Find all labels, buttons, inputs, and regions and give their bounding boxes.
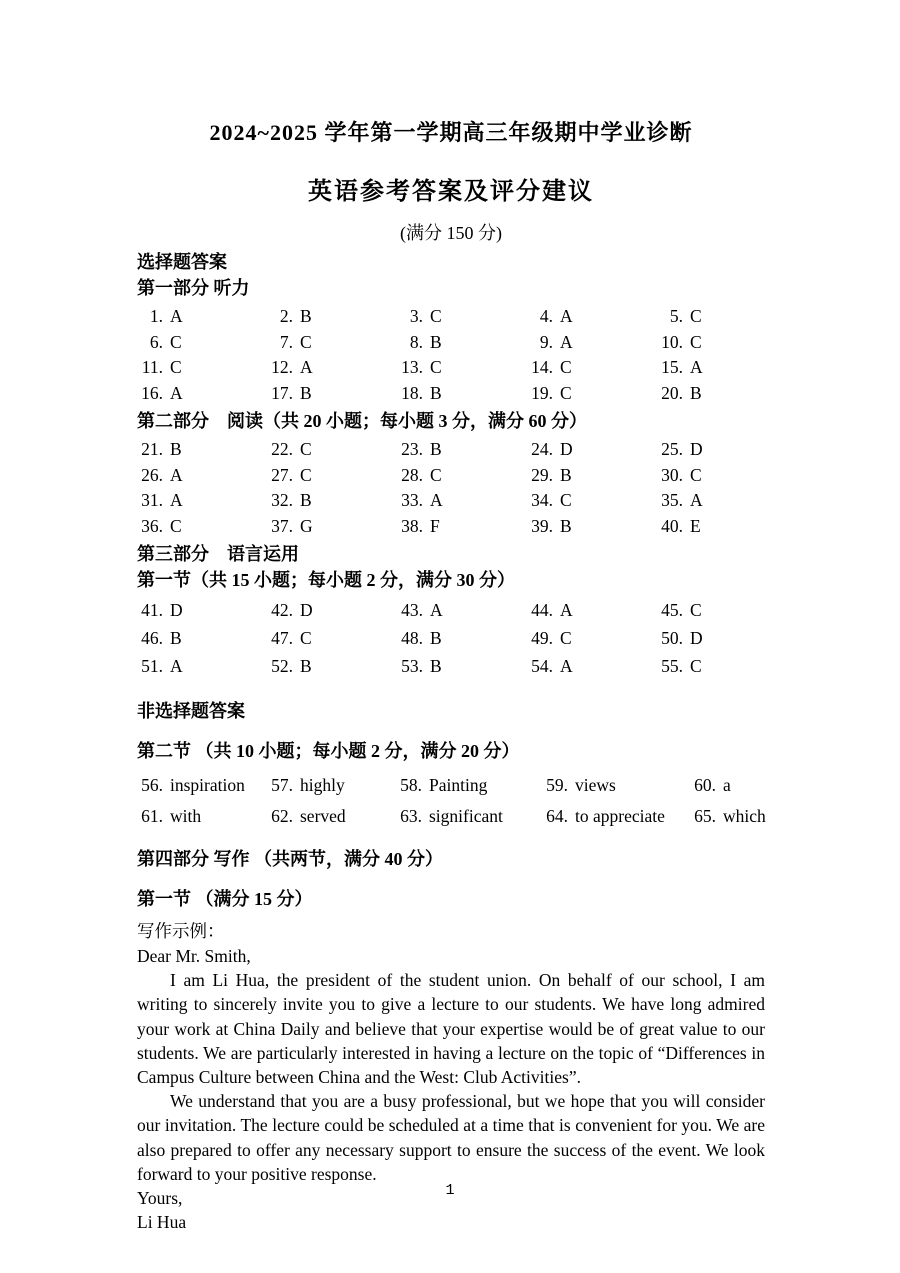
language-use-answer-grid xyxy=(137,596,765,680)
answer-number: 31. xyxy=(141,490,163,510)
answer-value: to appreciate xyxy=(575,806,665,826)
answer-item xyxy=(137,330,267,356)
answer-value: B xyxy=(430,656,442,676)
answer-value: C xyxy=(560,628,572,648)
answer-item xyxy=(137,596,267,624)
answer-value: D xyxy=(690,439,703,459)
heading-section2: 第二节 （共 10 小题；每小题 2 分，满分 20 分） xyxy=(137,741,520,761)
answer-number: 15. xyxy=(661,357,683,377)
answer-number: 18. xyxy=(401,382,423,403)
answer-value: G xyxy=(300,515,313,536)
fill-in-answer-grid xyxy=(137,770,765,832)
answer-value: A xyxy=(300,357,313,377)
answer-item xyxy=(657,514,765,540)
answer-number: 10. xyxy=(661,331,683,352)
answer-number: 26. xyxy=(141,464,163,485)
answer-number: 20. xyxy=(661,382,683,403)
answer-value: C xyxy=(430,464,442,485)
answer-item xyxy=(657,488,765,514)
answer-item xyxy=(690,770,766,801)
answer-number: 63. xyxy=(400,806,422,826)
answer-item xyxy=(397,488,527,514)
answer-item xyxy=(137,652,267,680)
answer-value: B xyxy=(560,464,572,485)
essay-closing: Yours, xyxy=(137,1188,183,1209)
answer-value: C xyxy=(170,515,182,536)
answer-number: 21. xyxy=(141,439,163,459)
answer-number: 30. xyxy=(661,464,683,485)
answer-value: A xyxy=(560,331,573,352)
answer-item xyxy=(267,801,396,832)
answer-number: 60. xyxy=(694,775,716,795)
answer-value: B xyxy=(170,628,182,648)
answer-item xyxy=(137,381,267,407)
answer-number: 51. xyxy=(141,656,163,676)
answer-item xyxy=(137,624,267,652)
answer-value: C xyxy=(690,656,702,676)
answer-number: 54. xyxy=(531,656,553,676)
answer-number: 25. xyxy=(661,439,683,459)
answer-value: B xyxy=(690,382,702,403)
answer-value: B xyxy=(430,331,442,352)
heading-part3-section1: 第一节（共 15 小题；每小题 2 分，满分 30 分） xyxy=(137,570,515,590)
answer-item xyxy=(657,463,765,489)
answer-value: C xyxy=(690,306,702,326)
answer-value: A xyxy=(560,600,573,620)
answer-number: 24. xyxy=(531,439,553,459)
answer-value: C xyxy=(300,331,312,352)
answer-number: 12. xyxy=(271,357,293,377)
answer-item xyxy=(527,437,657,463)
answer-number: 64. xyxy=(546,806,568,826)
answer-number: 19. xyxy=(531,382,553,403)
answer-item xyxy=(267,652,397,680)
answer-value: C xyxy=(300,439,312,459)
heading-part4-writing: 第四部分 写作 （共两节，满分 40 分） xyxy=(137,849,443,869)
answer-item xyxy=(527,488,657,514)
answer-number: 55. xyxy=(661,656,683,676)
answer-item xyxy=(690,801,766,832)
answer-value: C xyxy=(560,357,572,377)
answer-number: 46. xyxy=(141,628,163,648)
answer-number: 50. xyxy=(661,628,683,648)
answer-number: 52. xyxy=(271,656,293,676)
answer-number: 17. xyxy=(271,382,293,403)
answer-value: D xyxy=(560,439,573,459)
answer-item xyxy=(267,596,397,624)
answer-value: a xyxy=(723,775,731,795)
answer-item xyxy=(397,330,527,356)
answer-number: 29. xyxy=(531,464,553,485)
answer-number: 14. xyxy=(531,357,553,377)
answer-number: 59. xyxy=(546,775,568,795)
total-score-note: (满分 150 分) xyxy=(400,223,502,243)
answer-item xyxy=(657,652,765,680)
page-number: 1 xyxy=(445,1182,455,1199)
answer-value: highly xyxy=(300,775,345,795)
answer-item xyxy=(267,624,397,652)
answer-item xyxy=(267,381,397,407)
heading-part3-language-use: 第三部分 语言运用 xyxy=(137,544,299,564)
answer-number: 4. xyxy=(539,306,553,326)
answer-number: 58. xyxy=(400,775,422,795)
answer-number: 65. xyxy=(694,806,716,826)
answer-value: C xyxy=(430,357,442,377)
answer-item xyxy=(527,596,657,624)
answer-item xyxy=(397,463,527,489)
answer-value: B xyxy=(300,656,312,676)
answer-number: 9. xyxy=(539,331,553,352)
answer-item xyxy=(657,381,765,407)
answer-number: 35. xyxy=(661,490,683,510)
answer-item xyxy=(397,624,527,652)
answer-number: 8. xyxy=(409,331,423,352)
answer-number: 34. xyxy=(531,490,553,510)
answer-value: A xyxy=(170,306,183,326)
answer-value: which xyxy=(723,806,766,826)
answer-value: A xyxy=(170,490,183,510)
answer-value: C xyxy=(690,464,702,485)
answer-item xyxy=(397,596,527,624)
answer-item xyxy=(267,514,397,540)
answer-number: 1. xyxy=(149,306,163,326)
document-title: 2024~2025 学年第一学期高三年级期中学业诊断 xyxy=(209,120,693,145)
answer-value: A xyxy=(690,490,703,510)
answer-value: E xyxy=(690,515,701,536)
answer-item xyxy=(657,355,765,381)
answer-number: 53. xyxy=(401,656,423,676)
answer-item xyxy=(657,437,765,463)
heading-part4-section1: 第一节 （满分 15 分） xyxy=(137,889,313,909)
answer-item xyxy=(137,488,267,514)
answer-value: with xyxy=(170,806,202,826)
answer-value: A xyxy=(690,357,703,377)
answer-item xyxy=(397,355,527,381)
answer-number: 57. xyxy=(271,775,293,795)
heading-non-mc-answers: 非选择题答案 xyxy=(137,701,245,721)
answer-number: 43. xyxy=(401,600,423,620)
answer-value: C xyxy=(430,306,442,326)
answer-value: D xyxy=(170,600,183,620)
answer-value: D xyxy=(690,628,703,648)
essay-greeting: Dear Mr. Smith, xyxy=(137,946,251,966)
answer-item xyxy=(542,801,690,832)
answer-value: A xyxy=(170,464,183,485)
answer-value: Painting xyxy=(429,775,488,795)
answer-number: 28. xyxy=(401,464,423,485)
answer-item xyxy=(267,437,397,463)
answer-number: 27. xyxy=(271,464,293,485)
answer-value: B xyxy=(430,628,442,648)
answer-item xyxy=(267,488,397,514)
answer-value: B xyxy=(430,382,442,403)
answer-number: 16. xyxy=(141,382,163,403)
answer-item xyxy=(396,801,542,832)
answer-item xyxy=(267,770,396,801)
answer-number: 40. xyxy=(661,515,683,536)
answer-item xyxy=(657,330,765,356)
answer-value: A xyxy=(560,306,573,326)
answer-item xyxy=(267,304,397,330)
answer-value: D xyxy=(300,600,313,620)
answer-number: 22. xyxy=(271,439,293,459)
answer-item xyxy=(397,652,527,680)
essay-paragraph-1: I am Li Hua, the president of the student union. On behalf of our school, I am writing to sincerely invite you to give a lecture to our students. We have long admired your work at China Daily and believe that your expertise would be of great value to our students. We are particularly interested in having a lecture on the topic of “Differences in Campus Culture between China and the West: Club Activities”. xyxy=(137,970,765,1088)
heading-part1-listening: 第一部分 听力 xyxy=(137,278,250,298)
answer-number: 48. xyxy=(401,628,423,648)
answer-number: 62. xyxy=(271,806,293,826)
answer-item xyxy=(527,463,657,489)
answer-number: 2. xyxy=(279,306,293,326)
answer-item xyxy=(657,596,765,624)
answer-item xyxy=(527,381,657,407)
answer-item xyxy=(527,330,657,356)
answer-number: 32. xyxy=(271,490,293,510)
answer-number: 38. xyxy=(401,515,423,536)
answer-number: 39. xyxy=(531,515,553,536)
essay-paragraph-2: We understand that you are a busy professional, but we hope that you will consider our invitation. The lecture could be scheduled at a time that is convenient for you. We are also prepared to offer any necessary support to ensure the success of the event. We look forward to your positive response. xyxy=(137,1091,765,1184)
answer-value: C xyxy=(560,382,572,403)
answer-item xyxy=(542,770,690,801)
answer-value: B xyxy=(300,490,312,510)
answer-number: 56. xyxy=(141,775,163,795)
answer-number: 41. xyxy=(141,600,163,620)
answer-number: 47. xyxy=(271,628,293,648)
answer-item xyxy=(267,463,397,489)
answer-value: B xyxy=(430,439,442,459)
answer-value: served xyxy=(300,806,346,826)
answer-value: A xyxy=(170,656,183,676)
answer-value: B xyxy=(300,382,312,403)
listening-answer-grid xyxy=(137,304,765,406)
answer-value: C xyxy=(300,628,312,648)
answer-item xyxy=(137,437,267,463)
answer-item xyxy=(397,437,527,463)
reading-answer-grid xyxy=(137,437,765,539)
answer-value: A xyxy=(430,600,443,620)
essay-signature: Li Hua xyxy=(137,1212,187,1233)
answer-item xyxy=(527,514,657,540)
answer-value: views xyxy=(575,775,616,795)
writing-sample-label: 写作示例： xyxy=(137,921,225,941)
heading-part2-reading: 第二部分 阅读（共 20 小题；每小题 3 分，满分 60 分） xyxy=(137,411,587,431)
answer-item xyxy=(396,770,542,801)
answer-item xyxy=(397,304,527,330)
answer-item xyxy=(397,514,527,540)
answer-value: C xyxy=(300,464,312,485)
answer-number: 13. xyxy=(401,357,423,377)
answer-number: 5. xyxy=(669,306,683,326)
answer-value: inspiration xyxy=(170,775,245,795)
answer-item xyxy=(137,304,267,330)
answer-number: 36. xyxy=(141,515,163,536)
answer-item xyxy=(267,330,397,356)
answer-value: B xyxy=(560,515,572,536)
answer-value: A xyxy=(170,382,183,403)
answer-number: 6. xyxy=(149,331,163,352)
answer-number: 23. xyxy=(401,439,423,459)
answer-number: 7. xyxy=(279,331,293,352)
answer-item xyxy=(527,304,657,330)
answer-number: 33. xyxy=(401,490,423,510)
answer-value: C xyxy=(170,357,182,377)
answer-value: C xyxy=(560,490,572,510)
answer-value: B xyxy=(170,439,182,459)
answer-item xyxy=(137,514,267,540)
answer-value: C xyxy=(170,331,182,352)
answer-value: F xyxy=(430,515,440,536)
answer-item xyxy=(267,355,397,381)
heading-mc-answers: 选择题答案 xyxy=(137,252,227,272)
answer-number: 45. xyxy=(661,600,683,620)
answer-value: B xyxy=(300,306,312,326)
answer-item xyxy=(527,624,657,652)
answer-number: 44. xyxy=(531,600,553,620)
answer-item xyxy=(657,624,765,652)
answer-item xyxy=(397,381,527,407)
document-subtitle: 英语参考答案及评分建议 xyxy=(308,179,594,205)
answer-item xyxy=(527,652,657,680)
answer-value: C xyxy=(690,600,702,620)
answer-number: 11. xyxy=(141,357,163,377)
answer-value: A xyxy=(430,490,443,510)
answer-number: 49. xyxy=(531,628,553,648)
answer-item xyxy=(657,304,765,330)
answer-item xyxy=(527,355,657,381)
answer-item xyxy=(137,463,267,489)
answer-value: C xyxy=(690,331,702,352)
answer-number: 42. xyxy=(271,600,293,620)
answer-item xyxy=(137,770,267,801)
answer-value: significant xyxy=(429,806,503,826)
answer-value: A xyxy=(560,656,573,676)
answer-item xyxy=(137,801,267,832)
answer-item xyxy=(137,355,267,381)
answer-number: 61. xyxy=(141,806,163,826)
answer-number: 3. xyxy=(409,306,423,326)
answer-number: 37. xyxy=(271,515,293,536)
